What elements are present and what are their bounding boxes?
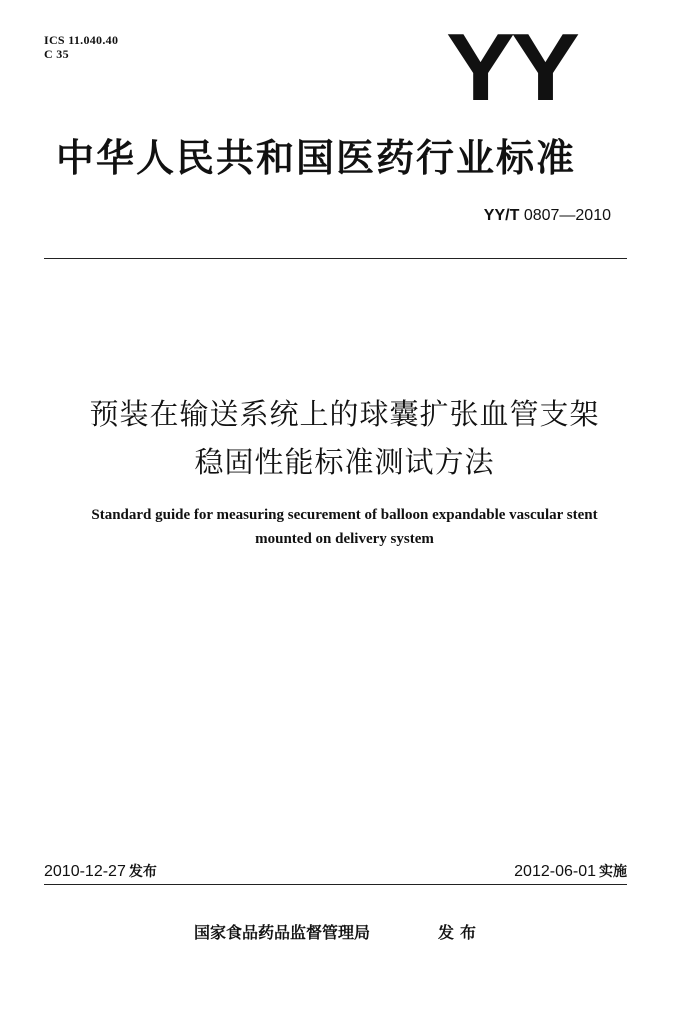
issue-label: 发布 xyxy=(128,864,157,880)
organization-title: 中华人民共和国医药行业标准 xyxy=(56,136,577,180)
english-title-line-1: Standard guide for measuring securement of balloon expandable vascular stent xyxy=(91,507,598,523)
bottom-divider xyxy=(44,884,627,885)
implement-date-block xyxy=(514,861,627,882)
chinese-title-line-2: 稳固性能标准测试方法 xyxy=(194,445,495,479)
implement-date: 2012-06-01 xyxy=(514,863,596,880)
standard-number-value: 0807—2010 xyxy=(523,207,611,224)
english-title-line-2: mounted on delivery system xyxy=(255,531,434,547)
issue-date-block xyxy=(44,861,157,882)
implement-label: 实施 xyxy=(599,864,627,880)
yy-logo: YY xyxy=(446,14,576,121)
class-code: C 35 xyxy=(44,47,69,61)
publisher-name: 国家食品药品监督管理局 xyxy=(194,923,371,942)
issue-date: 2010-12-27 xyxy=(44,863,126,880)
chinese-title-line-1: 预装在输送系统上的球囊扩张血管支架 xyxy=(89,397,600,431)
top-divider xyxy=(44,258,627,259)
publish-action: 发布 xyxy=(438,923,483,942)
classification-codes xyxy=(44,33,118,61)
standard-number-prefix: YY/T xyxy=(483,207,520,224)
standard-number xyxy=(484,206,611,226)
ics-code: ICS 11.040.40 xyxy=(44,33,119,47)
